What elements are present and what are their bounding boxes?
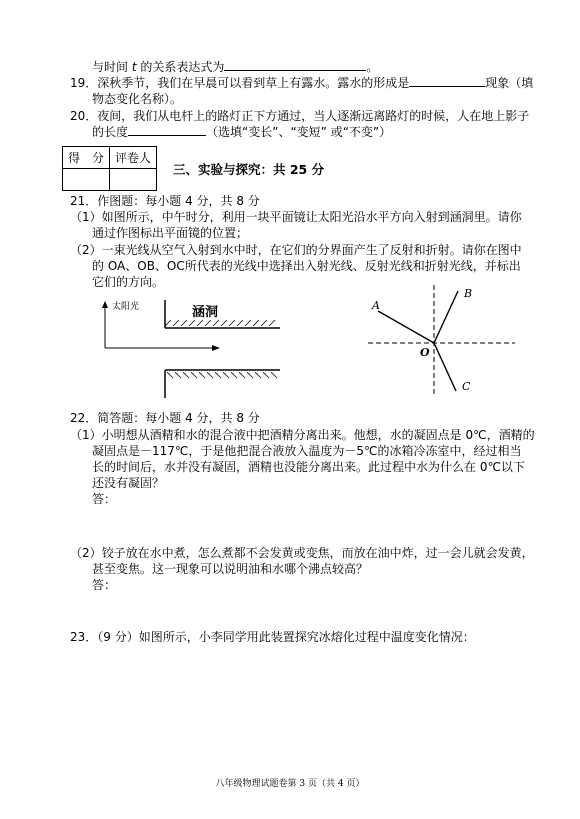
sun-label: 太阳光 — [112, 302, 140, 312]
answer-label-1: 答： — [92, 492, 117, 506]
grader-header: 评卷人 — [110, 147, 157, 169]
q22-p2-line2: 甚至变焦。这一现象可以说明油和水哪个沸点较高？ — [92, 562, 369, 576]
q22-p2-line1: （2）铰子放在水中煮，怎么煮都不会发黄或变焦，而放在油中炸，过一会儿就会发黄， — [70, 546, 534, 560]
q21-p1-line1: （1）如图所示，中午时分，利用一块平面镜让太阳光沿水平方向入射到涵洞里。请你 — [70, 210, 522, 224]
answer-label-2: 答： — [92, 578, 117, 592]
section-title: 三、实验与探究：共 25 分 — [173, 162, 325, 177]
answer-blank — [224, 59, 366, 71]
answer-blank — [409, 75, 485, 87]
tunnel-label: 涵洞 — [192, 305, 219, 320]
score-table — [62, 146, 157, 191]
q22-title: 22．简答题：每小题 4 分，共 8 分 — [70, 411, 260, 425]
q22-p1-line2: 凝固点是－117℃，于是他把混合液放入温度为－5℃的冰箱冷冻室中，经过相当 — [92, 444, 522, 458]
q20-line1: 20．夜间，我们从电杆上的路灯正下方通过，当人逐渐远离路灯的时候，人在地上影子 — [70, 109, 530, 123]
answer-blank — [128, 124, 206, 136]
q22-p1-line3: 长的时间后，水并没有凝固，酒精也没能分离出来。此过程中水为什么在 0℃以下 — [92, 460, 525, 474]
tunnel-bottom-hatch — [167, 372, 277, 378]
q21-p2-line2: 的 OA、OB、OC所代表的光线中选择出入射光线、反射光线和折射光线，并标出 — [92, 259, 521, 273]
q21-title: 21．作图题：每小题 4 分，共 8 分 — [70, 194, 260, 208]
tunnel-top-hatch — [165, 320, 275, 326]
q20-line2: 的长度 （选填“变长”、“变短” 或“不变”） — [92, 125, 392, 139]
q18-tail: 与时间 t 的关系表达式为 。 — [92, 60, 379, 74]
q21-p1-line2: 通过作图标出平面镜的位置； — [92, 226, 249, 240]
q19-line2: 物态变化名称）。 — [92, 92, 183, 106]
arrow-up-icon — [102, 301, 108, 308]
score-cell[interactable] — [63, 169, 110, 191]
grader-cell[interactable] — [110, 169, 157, 191]
score-header: 得 分 — [63, 147, 110, 169]
q23-line: 23．（9 分）如图所示，小李同学用此装置探究冰熔化过程中温度变化情况： — [70, 630, 475, 644]
label-c: C — [462, 380, 471, 393]
ray-ob — [434, 291, 458, 343]
ray-oa — [378, 311, 434, 343]
page-footer: 八年级物理试题卷第 3 页（共 4 页） — [215, 779, 365, 789]
ray-oc — [434, 343, 456, 391]
q22-p1-line4: 还没有凝固？ — [92, 476, 165, 490]
q22-p1-line1: （1）小明想从酒精和水的混合液中把酒精分离出来。他想，水的凝固点是 0℃，酒精的 — [70, 428, 535, 442]
label-b: B — [464, 287, 473, 300]
label-a: A — [372, 299, 380, 312]
q19-line1: 19．深秋季节，我们在早晨可以看到草上有露水。露水的形成是 现象（填 — [70, 76, 534, 90]
q21-p2-line3: 它们的方向。 — [92, 275, 165, 289]
arrow-right-icon — [212, 345, 220, 351]
label-o: O — [420, 346, 430, 359]
refraction-figure — [360, 283, 520, 398]
q21-p2-line1: （2）一束光线从空气入射到水中时，在它们的分界面产生了反射和折射。请你在图中 — [70, 243, 522, 257]
tunnel-figure — [95, 293, 285, 405]
